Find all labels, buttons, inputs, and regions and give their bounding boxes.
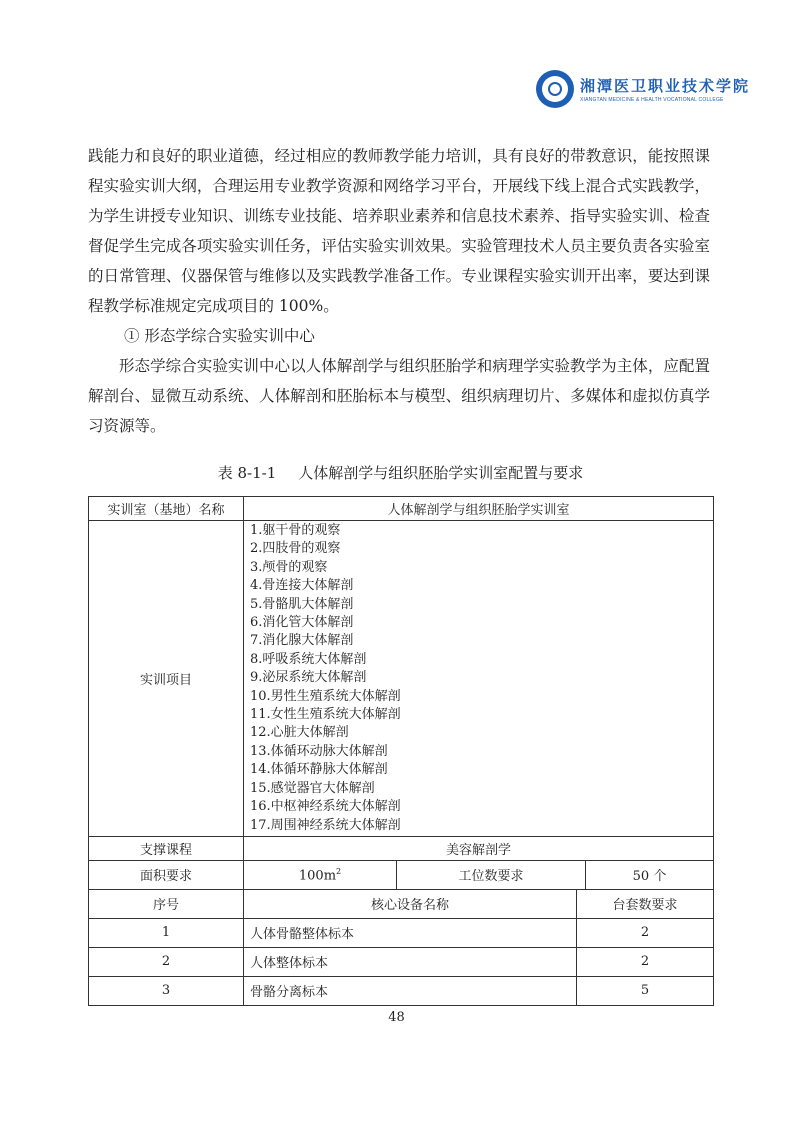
table-row-equipment xyxy=(89,918,714,947)
course-label: 支撑课程 xyxy=(89,836,244,860)
area-value: $100m^2$ xyxy=(244,860,397,889)
room-label: 实训室（基地）名称 xyxy=(89,497,244,521)
project-item: 4.骨连接大体解剖 xyxy=(250,578,354,594)
config-table xyxy=(88,496,714,1006)
project-item: 3.颅骨的观察 xyxy=(250,559,328,575)
equip-header-qty: 台套数要求 xyxy=(577,889,714,918)
table-row-course xyxy=(89,836,714,860)
table-row-area xyxy=(89,860,714,889)
paragraph-2: 形态学综合实验实训中心以人体解剖学与组织胚胎学和病理学实验教学为主体，应配置解剖台、显微互动系统、人体解剖和胚胎标本与模型、组织病理切片、多媒体和虚拟仿真学习资源等。 xyxy=(88,357,710,435)
equip-qty: 2 xyxy=(577,918,714,947)
project-item: 14.体循环静脉大体解剖 xyxy=(250,762,388,778)
table-caption xyxy=(88,462,713,483)
table-row-equipment xyxy=(89,947,714,976)
project-item: 7.消化腺大体解剖 xyxy=(250,633,354,649)
body-text xyxy=(88,141,710,441)
project-item: 1.躯干骨的观察 xyxy=(250,523,341,538)
stations-label: 工位数要求 xyxy=(397,860,586,889)
projects-label: 实训项目 xyxy=(89,521,244,837)
project-item: 13.体循环动脉大体解剖 xyxy=(250,743,388,759)
project-item: 11.女性生殖系统大体解剖 xyxy=(250,707,401,723)
project-item: 2.四肢骨的观察 xyxy=(250,541,341,557)
table-caption-title: 人体解剖学与组织胚胎学实训室配置与要求 xyxy=(298,464,584,482)
table-row-room xyxy=(89,497,714,521)
room-value: 人体解剖学与组织胚胎学实训室 xyxy=(244,497,714,521)
project-item: 8.呼吸系统大体解剖 xyxy=(250,651,367,667)
page-number: 48 xyxy=(388,1010,405,1025)
table-row-projects xyxy=(89,521,714,837)
area-label: 面积要求 xyxy=(89,860,244,889)
course-value: 美容解剖学 xyxy=(244,836,714,860)
college-name-en: XIANGTAN MEDICINE & HEALTH VOCATIONAL COLLEGE xyxy=(580,97,724,103)
table-row-equipment xyxy=(89,976,714,1005)
college-logo xyxy=(536,70,750,108)
project-item: 9.泌尿系统大体解剖 xyxy=(250,670,367,686)
project-item: 6.消化管大体解剖 xyxy=(250,615,354,631)
equip-name: 人体骨骼整体标本 xyxy=(244,918,577,947)
table-row-equip-header xyxy=(89,889,714,918)
project-item: 16.中枢神经系统大体解剖 xyxy=(250,799,401,815)
project-item: 15.感觉器官大体解剖 xyxy=(250,780,375,796)
equip-header-name: 核心设备名称 xyxy=(244,889,577,918)
projects-list xyxy=(244,521,714,837)
stations-value: 50 个 xyxy=(586,860,714,889)
equip-no: 2 xyxy=(89,947,244,976)
equip-no: 1 xyxy=(89,918,244,947)
project-item: 12.心脏大体解剖 xyxy=(250,725,349,741)
equip-name: 人体整体标本 xyxy=(244,947,577,976)
table-caption-number: 表 8-1-1 xyxy=(217,464,277,482)
equip-name: 骨骼分离标本 xyxy=(244,976,577,1005)
equip-qty: 5 xyxy=(577,976,714,1005)
project-item: 10.男性生殖系统大体解剖 xyxy=(250,688,401,704)
equip-qty: 2 xyxy=(577,947,714,976)
project-item: 17.周围神经系统大体解剖 xyxy=(250,817,401,833)
equip-header-no: 序号 xyxy=(89,889,244,918)
paragraph-1: 践能力和良好的职业道德，经过相应的教师教学能力培训，具有良好的带教意识，能按照课程实验实训大纲，合理运用专业教学资源和网络学习平台，开展线下线上混合式实践教学，为学生讲授专业知识、训练专业技能、培养职业素养和信息技术素养、指导实验实训、检查督促学生完成各项实验实训任务，评估实验实训效果。实验管理技术人员主要负责各实验室的日常管理、仪器保管与维修以及实践教学准备工作。专业课程实验实训开出率，要达到课程教学标准规定完成项目的 100%。 xyxy=(88,147,710,315)
section-heading: ① 形态学综合实验实训中心 xyxy=(124,327,315,345)
equip-no: 3 xyxy=(89,976,244,1005)
college-name-cn: 湘潭医卫职业技术学院 xyxy=(580,77,751,95)
college-emblem-icon xyxy=(536,70,574,108)
project-item: 5.骨骼肌大体解剖 xyxy=(250,596,354,612)
